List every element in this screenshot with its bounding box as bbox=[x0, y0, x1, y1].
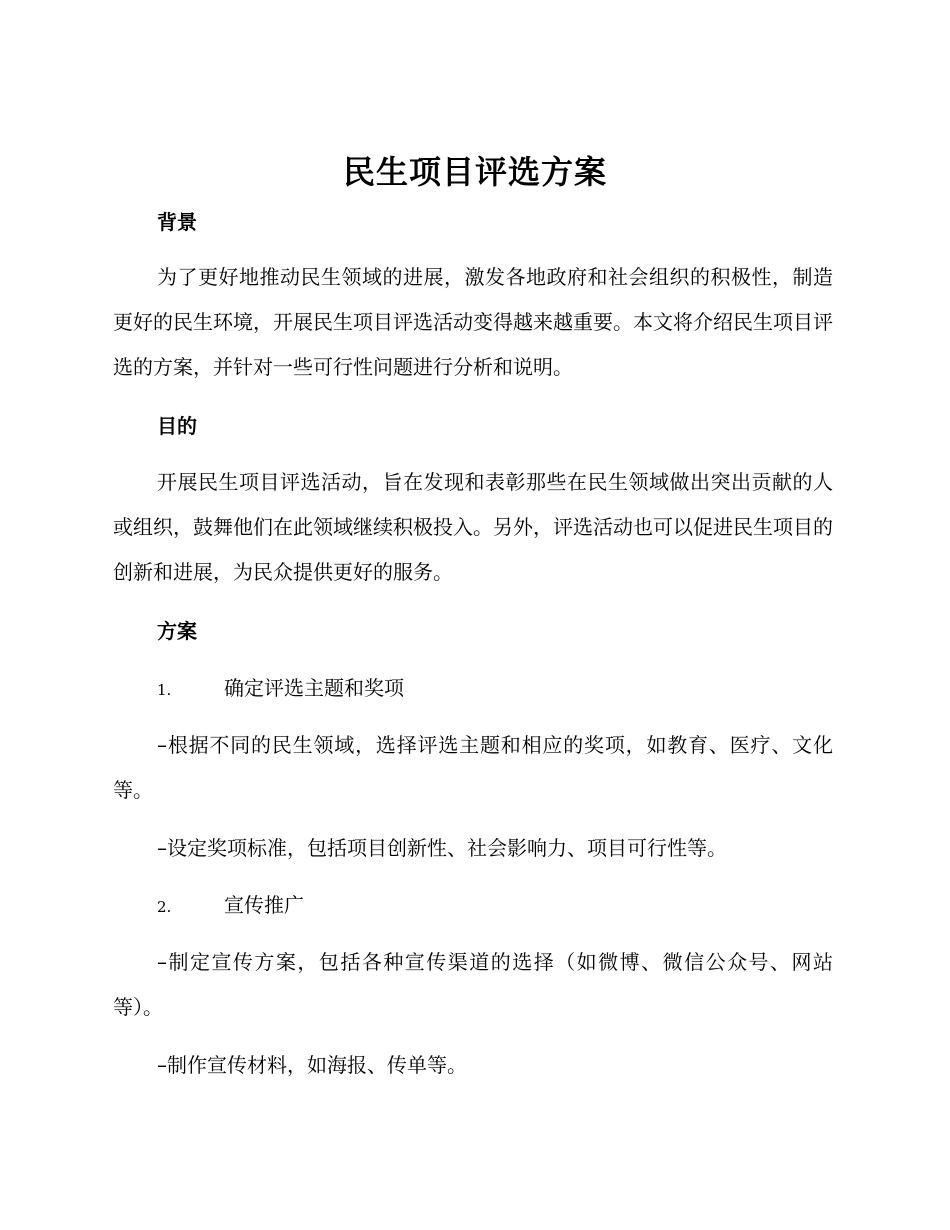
section-heading-purpose: 目的 bbox=[157, 414, 197, 438]
plan-point-1-2: –设定奖项标准，包括项目创新性、社会影响力、项目可行性等。 bbox=[157, 836, 727, 860]
plan-list-item-2 bbox=[157, 891, 304, 921]
background-paragraph: 为了更好地推动民生领域的进展，激发各地政府和社会组织的积极性，制造更好的民生环境，开展民生项目评选活动变得越来越重要。本文将介绍民生项目评选的方案，并针对一些可行性问题进行分析和说明。 bbox=[113, 265, 833, 379]
list-number: 1. bbox=[157, 681, 172, 699]
section-heading-plan: 方案 bbox=[157, 619, 197, 643]
plan-list-item-1 bbox=[157, 674, 404, 704]
list-item-label: 宣传推广 bbox=[224, 893, 304, 917]
purpose-paragraph: 开展民生项目评选活动，旨在发现和表彰那些在民生领域做出突出贡献的人或组织，鼓舞他们在此领域继续积极投入。另外，评选活动也可以促进民生项目的创新和进展，为民众提供更好的服务。 bbox=[113, 470, 833, 584]
plan-point-2-1: –制定宣传方案，包括各种宣传渠道的选择（如微博、微信公众号、网站等）。 bbox=[113, 950, 833, 1019]
document-title: 民生项目评选方案 bbox=[342, 153, 607, 191]
section-heading-background: 背景 bbox=[157, 210, 197, 234]
list-number: 2. bbox=[157, 898, 172, 916]
plan-point-1-1: –根据不同的民生领域，选择评选主题和相应的奖项，如教育、医疗、文化等。 bbox=[113, 733, 833, 802]
plan-point-2-2: –制作宣传材料，如海报、传单等。 bbox=[157, 1053, 467, 1077]
list-item-label: 确定评选主题和奖项 bbox=[224, 676, 404, 700]
